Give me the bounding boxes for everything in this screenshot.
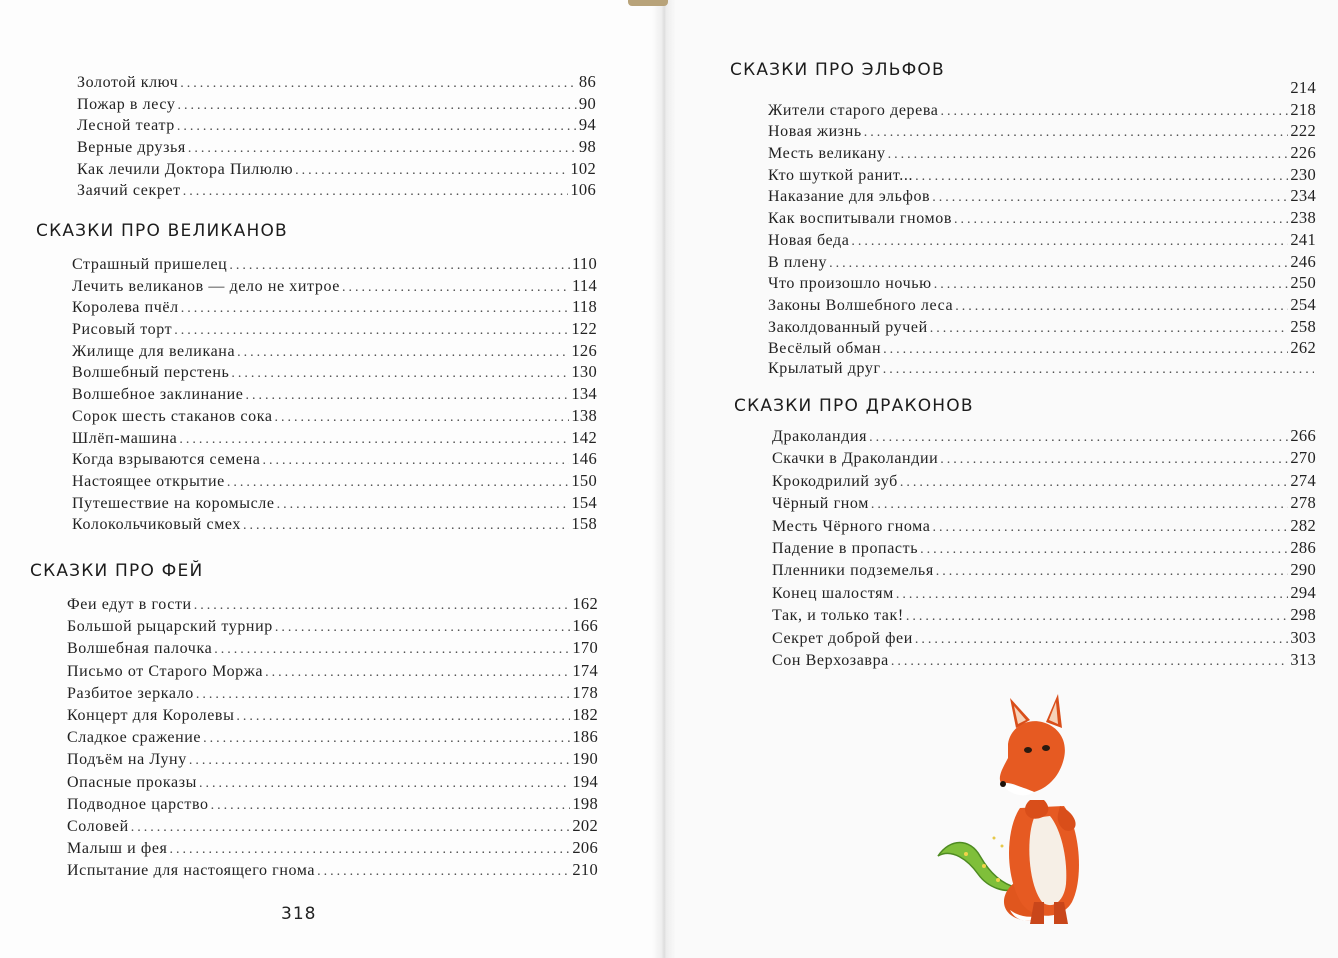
entry-page: 182 (572, 704, 598, 724)
section-title-fairies: СКАЗКИ ПРО ФЕЙ (30, 561, 204, 581)
leader-dots (265, 665, 570, 681)
entry-title: Сладкое сражение (67, 729, 202, 747)
toc-elves-list (768, 78, 1316, 382)
entry-page: 118 (571, 297, 597, 317)
toc-entry[interactable] (72, 276, 597, 298)
entry-title: Пленники подземелья (772, 562, 934, 580)
entry-page: 250 (1290, 273, 1316, 293)
leader-dots (883, 362, 1314, 378)
leader-dots (888, 147, 1289, 163)
toc-entry[interactable] (772, 560, 1316, 582)
fox-illustration (930, 688, 1130, 928)
toc-entry[interactable] (772, 493, 1316, 515)
entry-title: Лечить великанов — дело не хитрое (72, 277, 340, 295)
toc-entry[interactable] (768, 143, 1316, 165)
entry-title: Крылатый друг (768, 359, 881, 377)
entry-page: 234 (1290, 186, 1316, 206)
toc-entry[interactable] (768, 121, 1316, 143)
leader-dots (871, 497, 1288, 513)
entry-title: Крокодрилий зуб (772, 472, 898, 490)
entry-page: 198 (572, 793, 598, 813)
entry-page: 122 (571, 319, 597, 339)
leader-dots (181, 301, 570, 317)
toc-entry[interactable] (772, 426, 1316, 448)
entry-title: Чёрный гном (772, 495, 869, 513)
entry-page: 174 (572, 660, 598, 680)
entry-page: 266 (1290, 426, 1316, 445)
toc-entry[interactable] (768, 252, 1316, 274)
section-title-dragons: СКАЗКИ ПРО ДРАКОНОВ (734, 396, 974, 416)
leader-dots (883, 342, 1288, 358)
toc-entry[interactable] (67, 638, 598, 660)
entry-title: Подводное царство (67, 795, 209, 813)
entry-page: 303 (1290, 627, 1316, 647)
entry-title: Королева пчёл (72, 299, 179, 317)
section-title-giants: СКАЗКИ ПРО ВЕЛИКАНОВ (36, 221, 288, 241)
leader-dots (131, 820, 571, 836)
leader-dots (896, 587, 1289, 603)
leader-dots (342, 280, 570, 296)
entry-title: Волшебный перстень (72, 364, 230, 382)
entry-title: Сон Верхозавра (772, 651, 889, 669)
entry-title: Письмо от Старого Моржа (67, 662, 264, 680)
leader-dots (262, 453, 569, 469)
entry-page: 270 (1290, 448, 1316, 468)
leader-dots (317, 864, 570, 880)
leader-dots (189, 753, 571, 769)
leader-dots (955, 299, 1288, 315)
bookmark-ribbon (628, 0, 668, 6)
leader-dots (174, 323, 569, 339)
entry-title: Верные друзья (77, 139, 186, 157)
entry-page: 294 (1290, 582, 1316, 602)
entry-title: Кто шуткой ранит... (768, 166, 914, 184)
entry-page: 150 (571, 470, 597, 490)
entry-page: 298 (1290, 605, 1316, 625)
entry-title: В плену (768, 253, 828, 271)
entry-title: Как лечили Доктора Пилюлю (77, 160, 294, 178)
toc-entry[interactable] (772, 538, 1316, 560)
leader-dots (275, 620, 570, 636)
leader-dots (246, 388, 570, 404)
toc-entry[interactable] (772, 448, 1316, 470)
entry-title: Новая беда (768, 231, 850, 249)
entry-title: Разбитое зеркало (67, 684, 194, 702)
entry-page: 262 (1290, 338, 1316, 358)
leader-dots (237, 345, 569, 361)
leader-dots (891, 654, 1288, 670)
leader-dots (227, 475, 569, 491)
leader-dots (179, 432, 569, 448)
entry-page: 190 (572, 749, 598, 769)
toc-entry[interactable] (72, 297, 597, 319)
leader-dots (188, 141, 577, 157)
toc-entry[interactable] (72, 384, 597, 406)
entry-title: Колокольчиковый смех (72, 516, 242, 534)
entry-page: 126 (571, 340, 597, 360)
leader-dots (196, 687, 570, 703)
toc-entry[interactable] (72, 493, 597, 515)
toc-intro-list (77, 72, 596, 202)
entry-title: Заколдованный ручей (768, 318, 928, 336)
leader-dots (236, 709, 570, 725)
leader-dots (229, 258, 570, 274)
leader-dots (180, 76, 577, 92)
entry-page: 238 (1290, 208, 1316, 228)
entry-page: 210 (572, 860, 598, 880)
leader-dots (930, 321, 1289, 337)
entry-title: Шлёп-машина (72, 429, 178, 447)
entry-title: Месть великану (768, 145, 886, 163)
toc-entry[interactable] (772, 471, 1316, 493)
toc-entry[interactable] (72, 514, 597, 536)
toc-entry[interactable] (77, 180, 596, 202)
entry-title: Новая жизнь (768, 123, 862, 141)
toc-entry[interactable] (768, 230, 1316, 252)
toc-entry[interactable] (67, 772, 598, 794)
section-title-elves: СКАЗКИ ПРО ЭЛЬФОВ (730, 60, 945, 80)
toc-entry[interactable] (768, 273, 1316, 295)
left-page (0, 0, 664, 958)
leader-dots (243, 518, 569, 534)
toc-entry[interactable] (772, 605, 1316, 627)
toc-entry[interactable] (67, 860, 598, 882)
toc-entry[interactable] (67, 838, 598, 860)
entry-title: Когда взрываются семена (72, 451, 261, 469)
entry-page: 218 (1290, 99, 1316, 119)
entry-title: Страшный пришелец (72, 256, 228, 273)
entry-page: 102 (570, 158, 596, 178)
entry-title: Сорок шесть стаканов сока (72, 407, 273, 425)
leader-dots (177, 98, 576, 114)
toc-entry[interactable] (772, 628, 1316, 650)
toc-dragons-list (772, 426, 1316, 672)
toc-entry[interactable] (67, 683, 598, 705)
entry-page: 222 (1290, 121, 1316, 141)
entry-title: Волшебная палочка (67, 640, 213, 658)
toc-entry[interactable] (77, 94, 596, 116)
entry-page: 142 (571, 427, 597, 447)
toc-entry[interactable] (72, 428, 597, 450)
entry-page: 214 (1290, 78, 1316, 97)
entry-page: 130 (571, 362, 597, 382)
entry-title: Месть Чёрного гнома (772, 517, 931, 535)
leader-dots (851, 234, 1288, 250)
entry-title: Жители старого дерева (768, 101, 939, 119)
leader-dots (934, 277, 1289, 293)
entry-page: 166 (572, 616, 598, 636)
entry-title: Жилище для великана (72, 342, 236, 360)
toc-entry[interactable] (67, 705, 598, 727)
leader-dots (906, 609, 1289, 625)
entry-page: 230 (1290, 164, 1316, 184)
entry-page: 186 (572, 727, 598, 747)
leader-dots (900, 475, 1288, 491)
toc-entry[interactable] (77, 137, 596, 159)
toc-entry[interactable] (72, 362, 597, 384)
entry-title: Заячий секрет (77, 182, 181, 200)
entry-title: Волшебное заклинание (72, 386, 244, 404)
toc-entry[interactable] (67, 594, 598, 616)
toc-entry[interactable] (772, 516, 1316, 538)
entry-title: Малыш и фея (67, 840, 168, 858)
entry-page: 202 (572, 815, 598, 835)
entry-title: Скачки в Драколандии (772, 450, 939, 468)
entry-title: Соловей (67, 817, 129, 835)
toc-entry[interactable] (67, 749, 598, 771)
entry-title: Золотой ключ (77, 74, 179, 91)
toc-entry[interactable] (768, 317, 1316, 339)
entry-page: 290 (1290, 560, 1316, 580)
entry-page: 170 (572, 638, 598, 658)
leader-dots (915, 632, 1288, 648)
toc-entry[interactable] (67, 616, 598, 638)
leader-dots (277, 497, 570, 513)
toc-entry[interactable] (72, 449, 597, 471)
entry-title: Путешествие на коромысле (72, 494, 275, 512)
toc-entry[interactable] (768, 186, 1316, 208)
toc-giants-list (72, 254, 597, 536)
leader-dots (203, 731, 570, 747)
book-spine (652, 0, 676, 958)
leader-dots (869, 430, 1288, 446)
entry-page: 162 (572, 594, 598, 613)
entry-title: Падение в пропасть (772, 539, 919, 557)
toc-entry[interactable] (77, 115, 596, 137)
entry-page: 90 (578, 93, 596, 113)
entry-page: 254 (1290, 294, 1316, 314)
entry-page: 274 (1290, 470, 1316, 490)
entry-title: Весёлый обман (768, 340, 882, 358)
toc-entry[interactable] (67, 816, 598, 838)
toc-entry[interactable] (768, 360, 1316, 382)
entry-page: 106 (570, 180, 596, 200)
entry-page: 194 (572, 771, 598, 791)
entry-title: Секрет доброй феи (772, 629, 913, 647)
toc-entry[interactable] (768, 295, 1316, 317)
toc-entry[interactable] (768, 208, 1316, 230)
leader-dots (170, 842, 571, 858)
entry-page: 206 (572, 838, 598, 858)
entry-page: 94 (578, 115, 596, 135)
toc-fairies-list (67, 594, 598, 882)
entry-page: 114 (571, 275, 597, 295)
toc-entry[interactable] (72, 471, 597, 493)
toc-entry[interactable] (768, 100, 1316, 122)
toc-entry[interactable] (72, 319, 597, 341)
entry-title: Что произошло ночью (768, 275, 932, 293)
entry-page: 134 (571, 384, 597, 404)
entry-page: 154 (571, 492, 597, 512)
toc-entry[interactable] (67, 661, 598, 683)
fox-icon (930, 688, 1130, 928)
leader-dots (940, 104, 1288, 120)
entry-page: 246 (1290, 251, 1316, 271)
entry-title: Лесной театр (77, 117, 175, 135)
entry-page: 226 (1290, 143, 1316, 163)
toc-entry[interactable] (772, 583, 1316, 605)
toc-entry[interactable] (768, 338, 1316, 360)
entry-title: Большой рыцарский турнир (67, 618, 273, 636)
toc-entry[interactable] (768, 165, 1316, 187)
toc-entry[interactable] (77, 159, 596, 181)
entry-page: 138 (571, 405, 597, 425)
entry-page: 86 (578, 72, 596, 91)
toc-entry[interactable] (77, 72, 596, 94)
leader-dots (936, 564, 1289, 580)
leader-dots (214, 642, 570, 658)
leader-dots (183, 184, 569, 200)
entry-title: Испытание для настоящего гнома (67, 862, 316, 880)
toc-entry[interactable] (772, 650, 1316, 672)
toc-entry[interactable] (72, 406, 597, 428)
leader-dots (231, 366, 569, 382)
leader-dots (829, 256, 1288, 272)
entry-page: 110 (571, 254, 597, 273)
entry-page: 286 (1290, 537, 1316, 557)
toc-entry[interactable] (72, 341, 597, 363)
entry-page: 278 (1290, 493, 1316, 513)
entry-page: 258 (1290, 316, 1316, 336)
entry-title: Настоящее открытие (72, 472, 225, 490)
leader-dots (940, 452, 1288, 468)
entry-title: Драколандия (772, 428, 868, 445)
entry-page: 313 (1290, 649, 1316, 669)
entry-title: Законы Волшебного леса (768, 296, 954, 314)
entry-title: Так, и только так! (772, 607, 904, 625)
leader-dots (211, 798, 571, 814)
leader-dots (275, 410, 570, 426)
entry-title: Конец шалостям (772, 584, 894, 602)
leader-dots (932, 190, 1288, 206)
leader-dots (194, 598, 571, 614)
entry-title: Наказание для эльфов (768, 188, 931, 206)
toc-entry[interactable] (67, 727, 598, 749)
entry-page: 158 (571, 514, 597, 534)
entry-page: 282 (1290, 515, 1316, 535)
page-number: 318 (281, 904, 317, 924)
entry-title: Концерт для Королевы (67, 706, 235, 724)
leader-dots (920, 542, 1288, 558)
entry-page: 98 (578, 137, 596, 157)
entry-page: 146 (571, 449, 597, 469)
toc-entry[interactable] (72, 254, 597, 276)
leader-dots (864, 125, 1289, 141)
entry-title: Рисовый торт (72, 321, 173, 339)
toc-entry[interactable] (67, 794, 598, 816)
leader-dots (177, 119, 577, 135)
leader-dots (915, 169, 1288, 185)
entry-title: Подъём на Луну (67, 751, 187, 769)
entry-title: Как воспитывали гномов (768, 210, 952, 228)
leader-dots (932, 520, 1288, 536)
leader-dots (295, 163, 568, 179)
entry-page: 241 (1290, 229, 1316, 249)
toc-entry[interactable] (768, 78, 1316, 100)
entry-title: Опасные проказы (67, 773, 197, 791)
entry-title: Феи едут в гости (67, 596, 192, 613)
leader-dots (954, 212, 1288, 228)
entry-page: 178 (572, 682, 598, 702)
leader-dots (199, 776, 570, 792)
entry-title: Пожар в лесу (77, 95, 176, 113)
